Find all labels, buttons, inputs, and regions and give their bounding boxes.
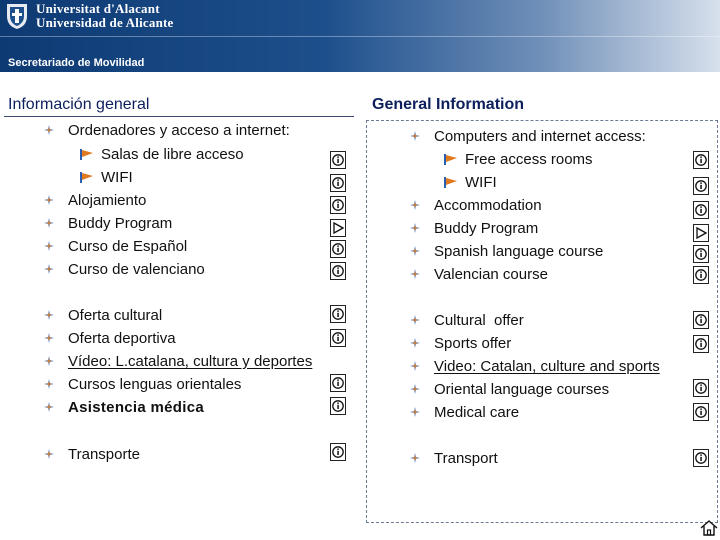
list-item-computers xyxy=(44,120,290,140)
list-item-label: Valencian course xyxy=(434,265,548,283)
info-button-medical-en[interactable] xyxy=(693,403,709,421)
bullet-icon xyxy=(44,241,54,251)
info-icon xyxy=(695,203,707,217)
info-button-oriental-en[interactable] xyxy=(693,379,709,397)
bullet-icon xyxy=(44,125,54,135)
list-item-oriental[interactable] xyxy=(44,374,241,394)
info-icon xyxy=(695,247,707,261)
info-button-transport[interactable] xyxy=(330,443,346,461)
info-button-free-rooms-en[interactable] xyxy=(693,151,709,169)
info-icon xyxy=(332,376,344,390)
list-item-label: Cultural offer xyxy=(434,311,524,329)
bullet-icon xyxy=(410,315,420,325)
info-button-wifi-en[interactable] xyxy=(693,177,709,195)
info-icon xyxy=(332,176,344,190)
info-button-wifi[interactable] xyxy=(330,174,346,192)
info-button-valencian-course-en[interactable] xyxy=(693,266,709,284)
list-item-label: Accommodation xyxy=(434,196,542,214)
play-icon xyxy=(695,226,707,240)
list-item-label: Transport xyxy=(434,449,498,467)
list-item-label: Curso de Español xyxy=(68,237,188,255)
info-button-spanish-course-en[interactable] xyxy=(693,245,709,263)
section-title: Secretariado de Movilidad xyxy=(8,57,145,69)
info-icon xyxy=(332,198,344,212)
sub-bullet-icon xyxy=(80,149,93,160)
info-button-sports[interactable] xyxy=(330,329,346,347)
list-item-label: Oferta deportiva xyxy=(68,329,176,347)
list-item-medical[interactable] xyxy=(44,397,204,417)
university-name-valencian: Universitat d'Alacant xyxy=(36,1,160,16)
list-item-wifi-en[interactable] xyxy=(444,172,497,192)
list-item-free-rooms[interactable] xyxy=(80,144,244,164)
list-item-sports[interactable] xyxy=(44,328,176,348)
list-item-spanish-course-en[interactable] xyxy=(410,241,603,261)
bullet-icon xyxy=(410,453,420,463)
title-underline xyxy=(4,116,354,117)
info-icon xyxy=(332,307,344,321)
list-item-oriental-en[interactable] xyxy=(410,379,609,399)
list-item-label: Oriental language courses xyxy=(434,380,610,398)
info-button-free-rooms[interactable] xyxy=(330,151,346,169)
sub-bullet-icon xyxy=(444,154,457,165)
info-icon xyxy=(332,264,344,278)
header-banner xyxy=(0,0,720,72)
info-icon xyxy=(695,381,707,395)
list-item-buddy-en[interactable] xyxy=(410,218,538,238)
list-item-label: Ordenadores y acceso a internet: xyxy=(68,121,290,139)
university-name-spanish: Universidad de Alicante xyxy=(36,15,174,30)
bullet-icon xyxy=(44,379,54,389)
list-item-label: Transporte xyxy=(68,445,140,463)
list-item-label: Buddy Program xyxy=(68,214,173,232)
bullet-icon xyxy=(44,310,54,320)
list-item-label: Salas de libre acceso xyxy=(101,145,244,163)
video-link-en[interactable]: Video: Catalan, culture and sports xyxy=(434,357,660,375)
sub-bullet-icon xyxy=(80,172,93,183)
header-divider xyxy=(0,36,720,37)
info-icon xyxy=(695,179,707,193)
info-icon xyxy=(695,153,707,167)
bullet-icon xyxy=(410,361,420,371)
list-item-video[interactable] xyxy=(44,351,312,371)
list-item-label: Alojamiento xyxy=(68,191,147,209)
info-icon xyxy=(332,242,344,256)
list-item-label: Buddy Program xyxy=(434,219,539,237)
list-item-label: WIFI xyxy=(101,168,133,186)
info-icon xyxy=(332,445,344,459)
page-title-english: General Information xyxy=(372,96,525,113)
list-item-accommodation-en[interactable] xyxy=(410,195,542,215)
sub-bullet-icon xyxy=(444,177,457,188)
list-item-transport[interactable] xyxy=(44,444,140,464)
info-icon xyxy=(695,405,707,419)
list-item-wifi[interactable] xyxy=(80,167,133,187)
list-item-video-en[interactable] xyxy=(410,356,660,376)
list-item-buddy[interactable] xyxy=(44,213,172,233)
info-button-sports-en[interactable] xyxy=(693,335,709,353)
list-item-label: Free access rooms xyxy=(465,150,593,168)
bullet-icon xyxy=(44,402,54,412)
list-item-valencian-course[interactable] xyxy=(44,259,205,279)
bullet-icon xyxy=(44,356,54,366)
list-item-cultural[interactable] xyxy=(44,305,162,325)
list-item-valencian-course-en[interactable] xyxy=(410,264,548,284)
list-item-label: Cursos lenguas orientales xyxy=(68,375,242,393)
bullet-icon xyxy=(44,218,54,228)
info-button-transport-en[interactable] xyxy=(693,449,709,467)
bullet-icon xyxy=(410,269,420,279)
info-button-valencian-course[interactable] xyxy=(330,262,346,280)
info-button-spanish-course[interactable] xyxy=(330,240,346,258)
university-crest-icon xyxy=(4,2,30,30)
list-item-computers-en xyxy=(410,126,646,146)
bullet-icon xyxy=(44,264,54,274)
info-icon xyxy=(332,331,344,345)
play-icon xyxy=(332,221,344,235)
info-icon xyxy=(695,337,707,351)
list-item-label: Oferta cultural xyxy=(68,306,163,324)
list-item-label: Spanish language course xyxy=(434,242,604,260)
bullet-icon xyxy=(410,131,420,141)
bullet-icon xyxy=(410,223,420,233)
info-button-cultural-en[interactable] xyxy=(693,311,709,329)
list-item-cultural-en[interactable] xyxy=(410,310,524,330)
list-item-free-rooms-en[interactable] xyxy=(444,149,593,169)
list-item-label: Curso de valenciano xyxy=(68,260,205,278)
list-item-sports-en[interactable] xyxy=(410,333,511,353)
info-icon xyxy=(695,451,707,465)
list-item-transport-en[interactable] xyxy=(410,448,498,468)
play-button-buddy[interactable] xyxy=(330,219,346,237)
list-item-label: Sports offer xyxy=(434,334,512,352)
info-button-oriental[interactable] xyxy=(330,374,346,392)
list-item-medical-en[interactable] xyxy=(410,402,519,422)
list-item-label: WIFI xyxy=(465,173,497,191)
info-button-accommodation-en[interactable] xyxy=(693,201,709,219)
info-icon xyxy=(332,399,344,413)
info-icon xyxy=(695,268,707,282)
list-item-label: Asistencia médica xyxy=(68,398,204,416)
info-icon xyxy=(332,153,344,167)
bullet-icon xyxy=(410,384,420,394)
list-item-spanish-course[interactable] xyxy=(44,236,187,256)
bullet-icon xyxy=(410,338,420,348)
bullet-icon xyxy=(44,195,54,205)
home-icon[interactable] xyxy=(700,519,718,537)
list-item-label: Computers and internet access: xyxy=(434,127,646,145)
play-button-buddy-en[interactable] xyxy=(693,224,709,242)
list-item-accommodation[interactable] xyxy=(44,190,146,210)
bullet-icon xyxy=(410,407,420,417)
info-icon xyxy=(695,313,707,327)
page-title-spanish: Información general xyxy=(8,96,150,113)
video-link[interactable]: Vídeo: L.catalana, cultura y deportes xyxy=(68,352,313,370)
info-button-cultural[interactable] xyxy=(330,305,346,323)
info-button-medical[interactable] xyxy=(330,397,346,415)
bullet-icon xyxy=(410,246,420,256)
bullet-icon xyxy=(44,333,54,343)
list-item-label: Medical care xyxy=(434,403,520,421)
bullet-icon xyxy=(44,449,54,459)
info-button-accommodation[interactable] xyxy=(330,196,346,214)
bullet-icon xyxy=(410,200,420,210)
